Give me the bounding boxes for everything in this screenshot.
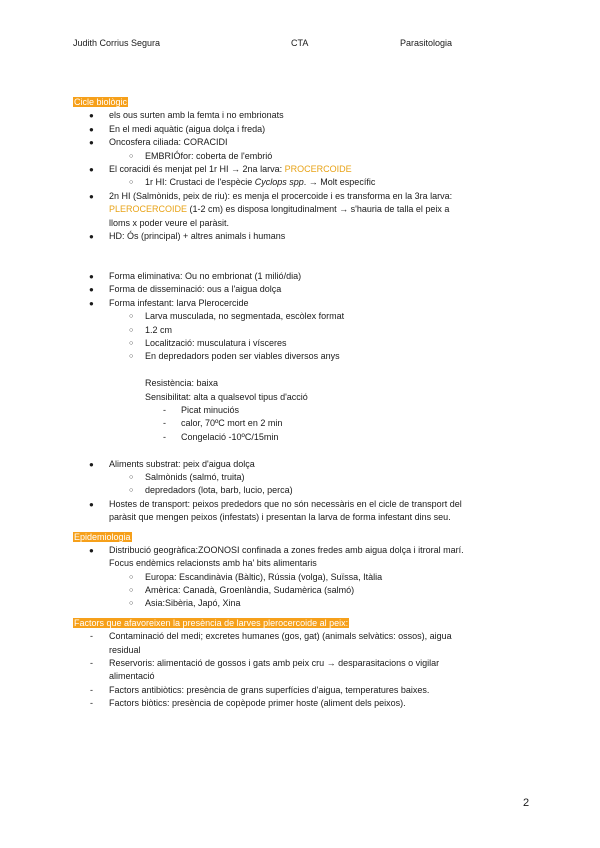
list-item-continuation: Focus endèmics relacionsts amb ha' bits alimentaris bbox=[109, 558, 317, 569]
list-item: ● Forma infestant: larva Plerocercide bbox=[0, 297, 600, 310]
section-title-factors bbox=[73, 617, 600, 630]
dash-item: - Reservoris: alimentació de gossos i gats amb peix cru → desparasitacions o vigilar bbox=[0, 657, 600, 670]
list-item-continuation: lloms x poder veure el paràsit. bbox=[109, 217, 230, 228]
sub-list-item: ○ 1r HI: Crustaci de l'espècie Cyclops spp. → Molt específic bbox=[0, 176, 600, 189]
list-item: ● Forma de disseminació: ous a l'aigua dolça bbox=[0, 283, 600, 296]
dash-item-continuation: residual bbox=[109, 644, 141, 655]
sensitivity-line: Sensibilitat: alta a qualsevol tipus d'acció bbox=[145, 391, 308, 402]
bullet-icon: ● bbox=[89, 111, 94, 121]
bullet-icon: ● bbox=[89, 298, 94, 308]
dash-bullet-icon: - bbox=[90, 684, 93, 695]
dash-bullet-icon: - bbox=[90, 658, 93, 669]
list-item-continuation: paràsit que mengen peixos (infestats) i presentan la larva de forma infestant dins seu. bbox=[109, 512, 451, 523]
bullet-icon: ● bbox=[89, 459, 94, 469]
header-subject: Parasitologia bbox=[400, 38, 453, 48]
circle-bullet-icon: ○ bbox=[129, 326, 134, 334]
circle-bullet-icon: ○ bbox=[129, 473, 134, 481]
sub-list-item: ○ Salmònids (salmó, truita) bbox=[0, 471, 600, 484]
sub-list-item: ○ Larva musculada, no segmentada, escòlex format bbox=[0, 310, 600, 323]
section-title-cicle bbox=[73, 96, 600, 109]
bullet-icon: ● bbox=[89, 545, 94, 555]
list-item: ● Hostes de transport: peixos prededors que no són necessàris en el cicle de transport del bbox=[0, 498, 600, 511]
section-title-epidemiologia-text: Epidemiologia bbox=[74, 531, 131, 542]
circle-bullet-icon: ○ bbox=[129, 340, 134, 348]
dash-bullet-icon: - bbox=[163, 418, 166, 429]
header-author: Judith Corrius Segura bbox=[73, 38, 161, 48]
circle-bullet-icon: ○ bbox=[129, 573, 134, 581]
list-item: ● Oncosfera ciliada: CORACIDI bbox=[0, 136, 600, 149]
sub-list-item: ○ depredadors (lota, barb, lucio, perca) bbox=[0, 484, 600, 497]
list-item: ● El coracidi és menjat pel 1r HI → 2na larva: PROCERCOIDE bbox=[0, 163, 600, 176]
list-item: ● Aliments substrat: peix d'aigua dolça bbox=[0, 458, 600, 471]
sub-list-item: ○ EMBRIÓfor: coberta de l'embrió bbox=[0, 150, 600, 163]
sub-list-item: ○ Asia:Sibèria, Japó, Xina bbox=[0, 597, 600, 610]
header-center: CTA bbox=[291, 38, 309, 48]
highlight-plerocercoide: PLEROCERCOIDE bbox=[109, 204, 188, 215]
page-header bbox=[0, 37, 600, 51]
sub-list-item: ○ Europa: Escandinàvia (Bàltic), Rússia (volga), Suïssa, Itàlia bbox=[0, 571, 600, 584]
bullet-icon: ● bbox=[89, 499, 94, 509]
bullet-icon: ● bbox=[89, 124, 94, 134]
circle-bullet-icon: ○ bbox=[129, 179, 134, 187]
bullet-icon: ● bbox=[89, 285, 94, 295]
list-item: ● Distribució geogràfica:ZOONOSI confinada a zones fredes amb aigua dolça i itroral marí. bbox=[0, 544, 600, 557]
bullet-icon: ● bbox=[89, 164, 94, 174]
resistance-line: Resistència: baixa bbox=[145, 378, 219, 389]
sub-list-item: ○ 1.2 cm bbox=[0, 324, 600, 337]
circle-bullet-icon: ○ bbox=[129, 487, 134, 495]
section-title-cicle-text: Cicle biològic bbox=[74, 97, 128, 107]
section-title-factors-text: Factors que afavoreixen la presència de larves plerocercoide al peix: bbox=[74, 617, 349, 628]
highlight-procercoide: PROCERCOIDE bbox=[284, 163, 352, 174]
dash-item: - Factors biòtics: presència de copèpode primer hoste (aliment dels peixos). bbox=[0, 697, 600, 710]
sub-list-item: ○ En depredadors poden ser viables diversos anys bbox=[0, 350, 600, 363]
circle-bullet-icon: ○ bbox=[129, 152, 134, 160]
list-item-continuation: PLEROCERCOIDE (1-2 cm) es disposa longitudinalment → s'hauria de talla el peix a bbox=[109, 204, 450, 215]
circle-bullet-icon: ○ bbox=[129, 587, 134, 595]
dash-item: - Contaminació del medi; excretes humanes (gos, gat) (animals selvàtics: ossos), aigua bbox=[0, 630, 600, 643]
dash-item-continuation: alimentació bbox=[109, 671, 155, 682]
circle-bullet-icon: ○ bbox=[129, 313, 134, 321]
bullet-icon: ● bbox=[89, 138, 94, 148]
dash-bullet-icon: - bbox=[90, 631, 93, 642]
list-item: ● Forma eliminativa: Ou no embrionat (1 milió/dia) bbox=[0, 270, 600, 283]
dash-bullet-icon: - bbox=[90, 698, 93, 709]
bullet-icon: ● bbox=[89, 191, 94, 201]
bullet-icon: ● bbox=[89, 231, 94, 241]
list-item: ● els ous surten amb la femta i no embrionats bbox=[0, 109, 600, 122]
section-title-epidemiologia bbox=[73, 531, 600, 544]
dash-bullet-icon: - bbox=[163, 431, 166, 442]
list-item: ● HD: Ós (principal) + altres animals i humans bbox=[0, 230, 600, 243]
bullet-icon: ● bbox=[89, 272, 94, 282]
page-number: 2 bbox=[523, 797, 530, 809]
dash-item: - Picat minuciós bbox=[0, 404, 600, 417]
dash-item: - Congelació -10ºC/15min bbox=[0, 431, 600, 444]
dash-bullet-icon: - bbox=[163, 404, 166, 415]
dash-item: - calor, 70ºC mort en 2 min bbox=[0, 417, 600, 430]
list-item: ● 2n HI (Salmònids, peix de riu): es menja el procercoide i es transforma en la 3ra larva: bbox=[0, 190, 600, 203]
list-item: ● En el medi aquàtic (aigua dolça i freda) bbox=[0, 123, 600, 136]
circle-bullet-icon: ○ bbox=[129, 353, 134, 361]
dash-item: - Factors antibiòtics: presència de grans superfícies d'aigua, temperatures baixes. bbox=[0, 684, 600, 697]
circle-bullet-icon: ○ bbox=[129, 600, 134, 608]
sub-list-item: ○ Localització: musculatura i vísceres bbox=[0, 337, 600, 350]
document-body bbox=[0, 96, 600, 711]
sub-list-item: ○ Amèrica: Canadà, Groenlàndia, Sudamèrica (salmó) bbox=[0, 584, 600, 597]
